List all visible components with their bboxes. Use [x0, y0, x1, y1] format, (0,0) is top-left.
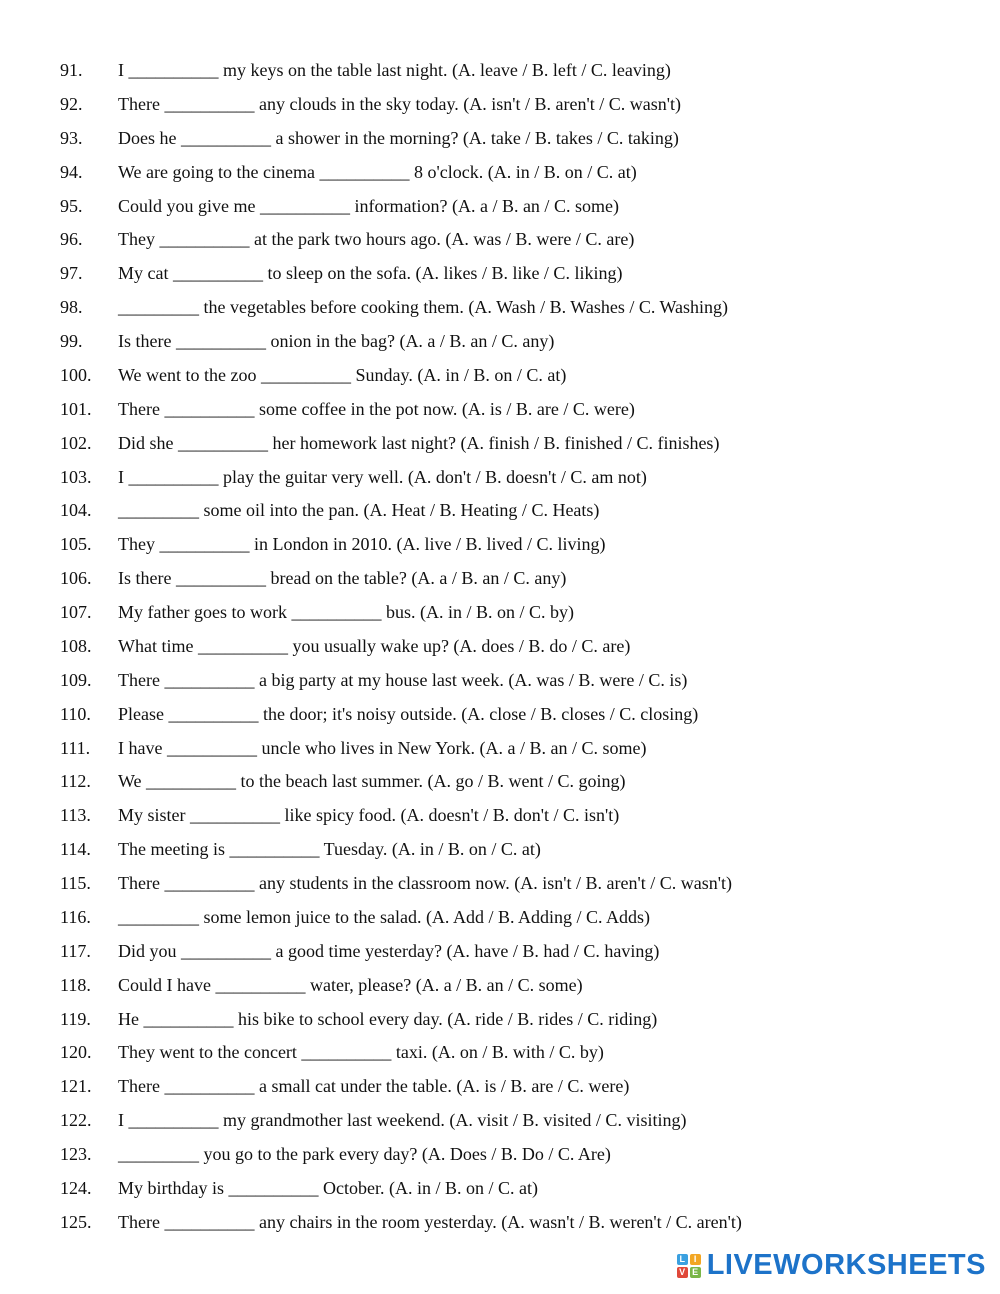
question-number: 114. [60, 839, 91, 860]
question-text: There __________ some coffee in the pot now. (A. is / B. are / C. were) [118, 398, 635, 419]
question-number: 122. [60, 1110, 92, 1131]
question-text: _________ the vegetables before cooking them. (A. Wash / B. Washes / C. Washing) [118, 297, 729, 318]
logo-cell: I [690, 1254, 701, 1265]
question-row [60, 901, 980, 935]
question-text: Please __________ the door; it's noisy outside. (A. close / B. closes / C. closing) [118, 703, 699, 724]
question-text: Could I have __________ water, please? (A. a / B. an / C. some) [118, 974, 583, 995]
question-number: 117. [60, 940, 91, 961]
logo-cell: V [677, 1267, 688, 1278]
question-text: My sister __________ like spicy food. (A. doesn't / B. don't / C. isn't) [118, 805, 620, 826]
question-number: 121. [60, 1076, 92, 1097]
question-text: I __________ my keys on the table last night. (A. leave / B. left / C. leaving) [118, 60, 671, 80]
question-row [60, 325, 980, 359]
brand-name: LIVEWORKSHEETS [706, 1249, 986, 1281]
question-text: They __________ at the park two hours ago. (A. was / B. were / C. are) [118, 229, 635, 250]
question-text: Does he __________ a shower in the morning? (A. take / B. takes / C. taking) [118, 127, 679, 148]
question-row [60, 765, 980, 799]
question-number: 109. [60, 669, 92, 690]
question-text: _________ some oil into the pan. (A. Heat / B. Heating / C. Heats) [118, 500, 600, 521]
question-row [60, 1138, 980, 1172]
question-number: 113. [60, 805, 91, 826]
question-number: 108. [60, 635, 92, 656]
question-row [60, 54, 980, 88]
question-text: Did she __________ her homework last night? (A. finish / B. finished / C. finishes) [118, 432, 720, 453]
question-number: 94. [60, 161, 83, 182]
question-number: 92. [60, 93, 83, 114]
question-row [60, 190, 980, 224]
question-text: We went to the zoo __________ Sunday. (A. in / B. on / C. at) [118, 364, 567, 385]
question-number: 91. [60, 60, 83, 80]
question-row [60, 935, 980, 969]
question-text: _________ you go to the park every day? (A. Does / B. Do / C. Are) [118, 1144, 611, 1164]
question-text: My father goes to work __________ bus. (A. in / B. on / C. by) [118, 602, 574, 622]
question-row [60, 122, 980, 156]
question-row [60, 1206, 980, 1240]
question-row [60, 1104, 980, 1138]
question-row [60, 698, 980, 732]
question-number: 97. [60, 263, 83, 284]
question-row [60, 1036, 980, 1070]
question-row [60, 427, 980, 461]
question-list [60, 54, 980, 1240]
logo-mark-icon [677, 1254, 701, 1278]
question-row [60, 867, 980, 901]
question-row [60, 1070, 980, 1104]
question-number: 106. [60, 568, 92, 589]
question-text: I have __________ uncle who lives in New York. (A. a / B. an / C. some) [118, 737, 647, 758]
question-text: My cat __________ to sleep on the sofa. (A. likes / B. like / C. liking) [118, 263, 623, 284]
question-row [60, 291, 980, 325]
question-number: 100. [60, 364, 92, 385]
question-row [60, 732, 980, 766]
question-number: 103. [60, 466, 92, 487]
question-number: 93. [60, 127, 83, 148]
liveworksheets-logo [677, 1249, 986, 1282]
question-number: 111. [60, 737, 91, 758]
question-text: We are going to the cinema __________ 8 o'clock. (A. in / B. on / C. at) [118, 161, 637, 182]
question-text: There __________ any clouds in the sky today. (A. isn't / B. aren't / C. wasn't) [118, 93, 681, 114]
question-number: 105. [60, 534, 92, 555]
question-text: Could you give me __________ information? (A. a / B. an / C. some) [118, 195, 619, 216]
question-text: There __________ a big party at my house last week. (A. was / B. were / C. is) [118, 669, 688, 690]
question-number: 125. [60, 1211, 92, 1232]
question-number: 123. [60, 1144, 92, 1164]
question-number: 104. [60, 500, 92, 521]
question-number: 120. [60, 1042, 92, 1063]
question-text: They went to the concert __________ taxi. (A. on / B. with / C. by) [118, 1042, 604, 1063]
question-row [60, 1172, 980, 1206]
question-row [60, 257, 980, 291]
question-text: I __________ play the guitar very well. (A. don't / B. doesn't / C. am not) [118, 466, 647, 487]
question-number: 95. [60, 195, 83, 216]
question-row [60, 528, 980, 562]
question-text: _________ some lemon juice to the salad. (A. Add / B. Adding / C. Adds) [118, 906, 650, 927]
question-text: What time __________ you usually wake up? (A. does / B. do / C. are) [118, 635, 631, 656]
question-text: Is there __________ bread on the table? (A. a / B. an / C. any) [118, 568, 567, 589]
question-row [60, 664, 980, 698]
logo-cell: E [690, 1267, 701, 1278]
question-number: 116. [60, 906, 91, 927]
question-row [60, 461, 980, 495]
question-number: 96. [60, 229, 83, 250]
question-text: The meeting is __________ Tuesday. (A. in / B. on / C. at) [118, 839, 541, 860]
question-number: 107. [60, 602, 92, 622]
question-number: 115. [60, 873, 91, 893]
question-number: 118. [60, 974, 91, 995]
question-text: I __________ my grandmother last weekend. (A. visit / B. visited / C. visiting) [118, 1110, 687, 1131]
question-row [60, 223, 980, 257]
logo-cell: L [677, 1254, 688, 1265]
question-text: There __________ any students in the classroom now. (A. isn't / B. aren't / C. wasn't) [118, 873, 732, 893]
question-number: 112. [60, 771, 91, 792]
question-row [60, 156, 980, 190]
question-text: They __________ in London in 2010. (A. live / B. lived / C. living) [118, 534, 606, 555]
question-row [60, 494, 980, 528]
question-number: 99. [60, 331, 83, 351]
question-row [60, 596, 980, 630]
question-row [60, 969, 980, 1003]
question-text: Is there __________ onion in the bag? (A. a / B. an / C. any) [118, 331, 555, 351]
question-row [60, 799, 980, 833]
question-row [60, 393, 980, 427]
question-number: 119. [60, 1008, 91, 1029]
question-text: He __________ his bike to school every day. (A. ride / B. rides / C. riding) [118, 1008, 658, 1029]
question-number: 102. [60, 432, 92, 453]
question-number: 110. [60, 703, 91, 724]
question-row [60, 359, 980, 393]
question-number: 124. [60, 1177, 92, 1198]
question-row [60, 1003, 980, 1037]
question-number: 101. [60, 398, 92, 419]
question-row [60, 833, 980, 867]
question-text: My birthday is __________ October. (A. in / B. on / C. at) [118, 1177, 538, 1198]
question-text: There __________ a small cat under the table. (A. is / B. are / C. were) [118, 1076, 630, 1097]
question-text: Did you __________ a good time yesterday? (A. have / B. had / C. having) [118, 940, 660, 961]
question-row [60, 562, 980, 596]
question-number: 98. [60, 297, 83, 318]
question-text: There __________ any chairs in the room yesterday. (A. wasn't / B. weren't / C. aren't) [118, 1211, 742, 1232]
question-row [60, 630, 980, 664]
question-text: We __________ to the beach last summer. (A. go / B. went / C. going) [118, 771, 626, 792]
question-row [60, 88, 980, 122]
